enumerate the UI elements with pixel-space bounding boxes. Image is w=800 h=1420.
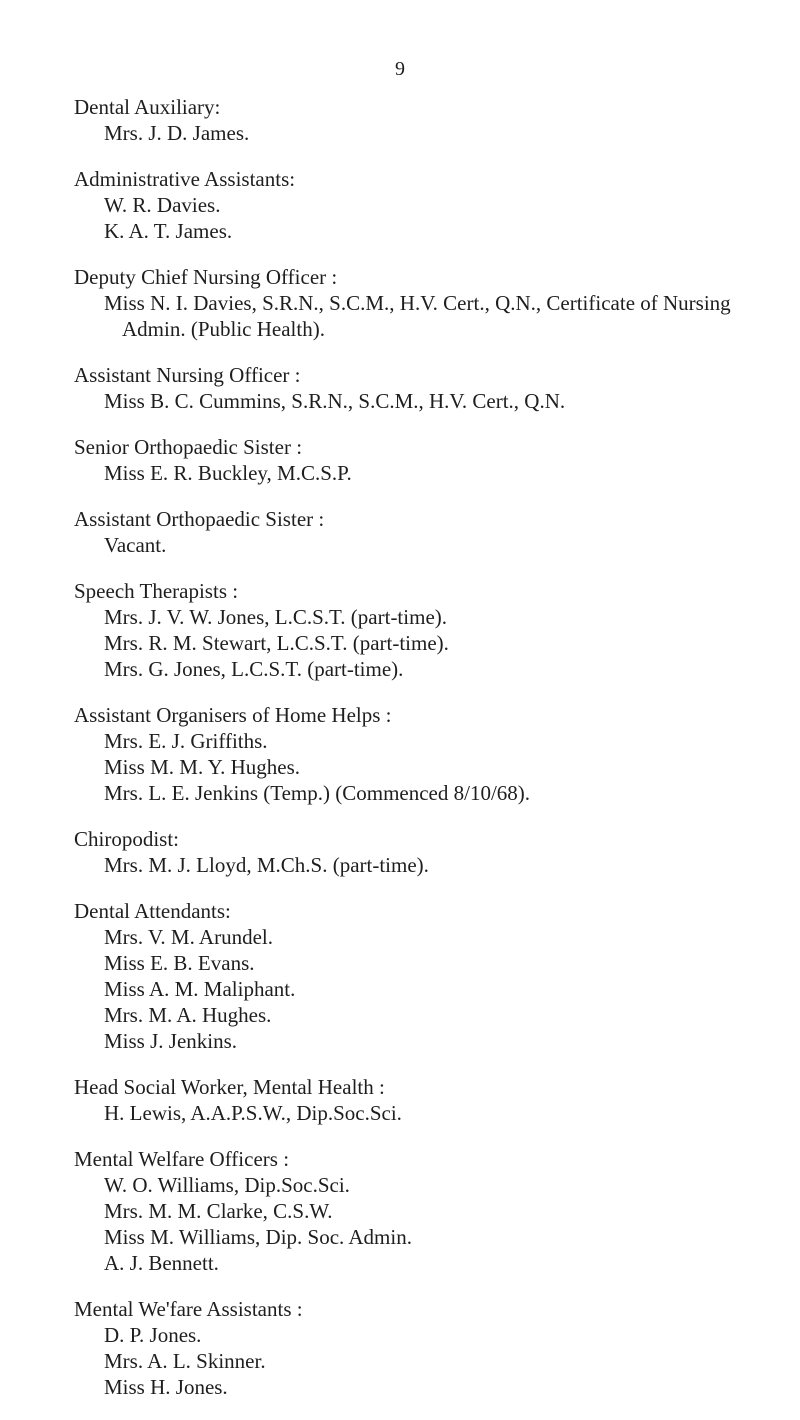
section-heading: Dental Attendants: — [74, 899, 231, 923]
section-heading: Administrative Assistants: — [74, 167, 296, 191]
staff-entry: Mrs. V. M. Arundel. — [104, 925, 273, 949]
staff-entry: H. Lewis, A.A.P.S.W., Dip.Soc.Sci. — [104, 1101, 402, 1125]
section-heading: Deputy Chief Nursing Officer : — [74, 265, 338, 289]
section-heading: Mental Welfare Officers : — [74, 1147, 290, 1171]
page-number: 9 — [395, 58, 405, 80]
staff-entry: Miss M. Williams, Dip. Soc. Admin. — [104, 1225, 412, 1249]
staff-list — [74, 94, 764, 1420]
staff-entry: Miss M. M. Y. Hughes. — [104, 755, 301, 779]
section-mental-welfare-assistants — [74, 1296, 764, 1400]
staff-entry: Mrs. G. Jones, L.C.S.T. (part-time). — [104, 657, 404, 681]
staff-entry: Mrs. J. D. James. — [104, 121, 250, 145]
staff-entry: K. A. T. James. — [104, 219, 233, 243]
staff-entry: Miss J. Jenkins. — [104, 1029, 238, 1053]
section-heading: Speech Therapists : — [74, 579, 239, 603]
staff-entry: Miss E. R. Buckley, M.C.S.P. — [104, 461, 352, 485]
section-heading: Chiropodist: — [74, 827, 180, 851]
staff-entry: Mrs. A. L. Skinner. — [104, 1349, 266, 1373]
staff-entry: Miss N. I. Davies, S.R.N., S.C.M., H.V. Cert., Q.N., Certificate of Nursing Admin. (Public Health). — [104, 291, 731, 341]
staff-entry: Mrs. M. J. Lloyd, M.Ch.S. (part-time). — [104, 853, 429, 877]
staff-entry: Mrs. L. E. Jenkins (Temp.) (Commenced 8/10/68). — [104, 781, 531, 805]
section-heading: Assistant Orthopaedic Sister : — [74, 507, 325, 531]
section-chiropodist — [74, 826, 764, 878]
section-heading: Assistant Organisers of Home Helps : — [74, 703, 392, 727]
staff-entry: Mrs. J. V. W. Jones, L.C.S.T. (part-time). — [104, 605, 448, 629]
staff-entry: Miss A. M. Maliphant. — [104, 977, 296, 1001]
section-home-help-organisers — [74, 702, 764, 806]
staff-entry: D. P. Jones. — [104, 1323, 202, 1347]
staff-entry: W. O. Williams, Dip.Soc.Sci. — [104, 1173, 350, 1197]
section-heading: Assistant Nursing Officer : — [74, 363, 301, 387]
section-mental-welfare-officers — [74, 1146, 764, 1276]
section-heading: Mental We'fare Assistants : — [74, 1297, 303, 1321]
section-administrative-assistants — [74, 166, 764, 244]
staff-entry: A. J. Bennett. — [104, 1251, 219, 1275]
section-speech-therapists — [74, 578, 764, 682]
staff-entry: Mrs. E. J. Griffiths. — [104, 729, 268, 753]
section-heading: Head Social Worker, Mental Health : — [74, 1075, 385, 1099]
staff-entry: Miss B. C. Cummins, S.R.N., S.C.M., H.V. Cert., Q.N. — [104, 389, 566, 413]
section-deputy-chief-nursing-officer — [74, 264, 764, 342]
section-dental-attendants — [74, 898, 764, 1054]
section-assistant-nursing-officer — [74, 362, 764, 414]
section-heading: Senior Orthopaedic Sister : — [74, 435, 303, 459]
section-dental-auxiliary — [74, 94, 764, 146]
staff-entry: Miss E. B. Evans. — [104, 951, 255, 975]
section-assistant-orthopaedic-sister — [74, 506, 764, 558]
section-heading: Dental Auxiliary: — [74, 95, 221, 119]
section-senior-orthopaedic-sister — [74, 434, 764, 486]
staff-entry: Mrs. M. A. Hughes. — [104, 1003, 272, 1027]
staff-entry: Mrs. M. M. Clarke, C.S.W. — [104, 1199, 333, 1223]
staff-entry: Vacant. — [104, 533, 167, 557]
staff-entry: Miss H. Jones. — [104, 1375, 228, 1399]
staff-entry: Mrs. R. M. Stewart, L.C.S.T. (part-time). — [104, 631, 449, 655]
section-head-social-worker — [74, 1074, 764, 1126]
staff-entry: W. R. Davies. — [104, 193, 221, 217]
